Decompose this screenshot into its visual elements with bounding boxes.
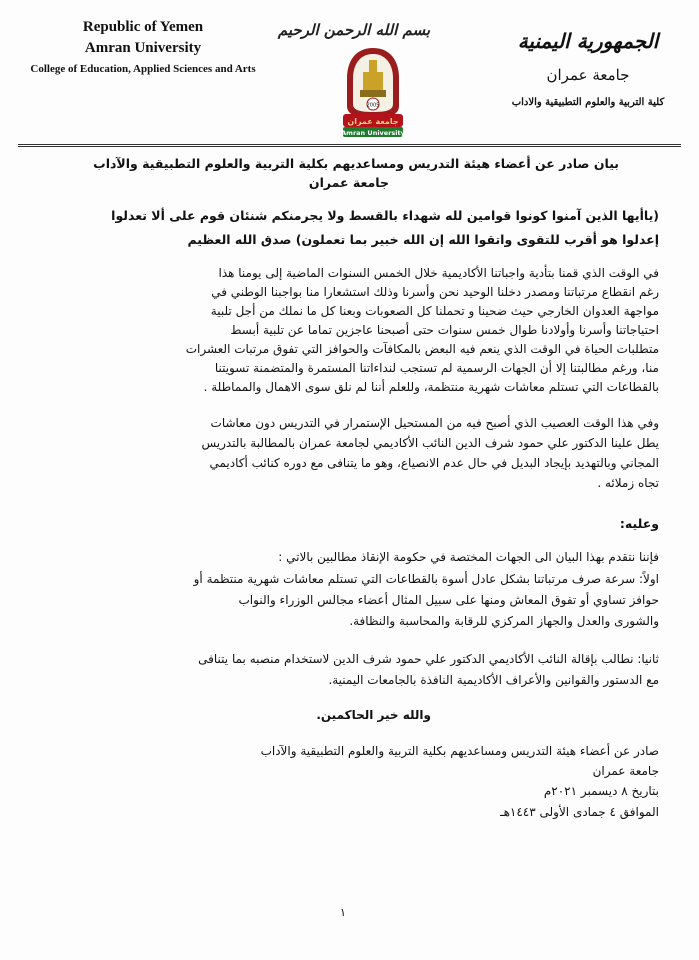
paragraph-line: مواجهة العدوان الخارجي حيث ضحينا و تحملنا كل الصعوبات وبعنا كل ما نملك من أجل تلبية bbox=[210, 304, 659, 318]
paragraph-line: تجاه زملائه . bbox=[597, 476, 659, 490]
logo-year: 2005 bbox=[366, 102, 380, 109]
english-header bbox=[18, 18, 268, 77]
paragraph-line: المجاني وبالتهديد بإيجاد البديل في حال عدم الانصياع، وهو ما يتنافى مع دوره كنائب أكاديمي bbox=[209, 456, 659, 470]
demands-intro: فإننا نتقدم بهذا البيان الى الجهات المختصة في حكومة الإنقاذ مطالبين بالاتي : bbox=[278, 550, 659, 564]
verse-line: (ياأيها الذين آمنوا كونوا قوامين لله شهداء بالقسط ولا يجرمنكم شنئان قوم على ألا تعدلوا bbox=[111, 208, 659, 223]
country-name-ar: الجمهورية اليمنية bbox=[517, 29, 659, 53]
paragraph-line: يطل علينا الدكتور علي حمود شرف الدين النائب الأكاديمي لجامعة عمران بالمطالبة بالتدريس bbox=[201, 436, 659, 450]
signature-date: بتاريخ ٨ ديسمبر ٢٠٢١م bbox=[543, 784, 659, 798]
paragraph-line: احتياجاتنا وأسرنا وأولادنا طوال خمس سنوات حتى أصبحنا عاجزين تماما عن تلبية أبسط bbox=[230, 323, 659, 337]
therefore-heading: وعليه: bbox=[619, 516, 659, 531]
paragraph-line: وفي هذا الوقت العصيب الذي أصبح فيه من المستحيل الإستمرار في التدريس دون معاشات bbox=[210, 416, 659, 430]
university-name-en: Amran University bbox=[84, 40, 202, 56]
university-logo bbox=[325, 44, 421, 140]
arabic-header bbox=[493, 26, 683, 110]
university-name-ar: جامعة عمران bbox=[546, 66, 630, 84]
logo-name-ar: جامعة عمران bbox=[347, 117, 399, 126]
paragraph-line: بالقطاعات التي تستلم معاشات شهرية منتظمة، وللعلم أننا لم نلق سوى الاهمال والمماطلة . bbox=[203, 380, 659, 394]
signature-hijri-date: الموافق ٤ جمادى الأولى ١٤٤٣هـ bbox=[500, 805, 659, 819]
paragraph-line: في الوقت الذي قمنا بتأدية واجباتنا الأكاديمية خلال الخمس السنوات الماضية إلى يومنا هذا bbox=[218, 266, 659, 280]
demand-line: مع الدستور والقوانين والأعراف الأكاديمية النافذة بالجامعات اليمنية. bbox=[328, 673, 659, 687]
paragraph-line: رغم انقطاع مرتباتنا ومصدر دخلنا الوحيد نحن وأسرنا وذلك استشعارا منا بواجبنا الوطني في bbox=[211, 285, 659, 299]
statement-title: بيان صادر عن أعضاء هيئة التدريس ومساعديهم بكلية التربية والعلوم التطبيقية والآداب bbox=[93, 156, 619, 171]
demand-line: حوافز تساوي أو تفوق المعاش ومنها على سبيل المثال أعضاء مجالس الوزراء والنواب bbox=[238, 593, 659, 607]
basmala-calligraphy: بسم الله الرحمن الرحيم bbox=[277, 21, 430, 39]
college-name-ar: كلية التربية والعلوم التطبيقية والاداب bbox=[511, 97, 665, 108]
signature-line: جامعة عمران bbox=[592, 764, 659, 778]
page-number: ١ bbox=[340, 906, 346, 919]
signature-line: صادر عن أعضاء هيئة التدريس ومساعديهم بكلية التربية والعلوم التطبيقية والآداب bbox=[260, 744, 659, 758]
college-name-en: College of Education, Applied Sciences and Arts bbox=[30, 63, 256, 75]
header-divider bbox=[18, 144, 681, 145]
country-name-en: Republic of Yemen bbox=[82, 19, 204, 35]
logo-name-en: Amran University bbox=[341, 129, 405, 137]
paragraph-line: متطلبات الحياة في الوقت الذي ينعم فيه البعض بالمكافآت والحوافز التي تفوق مرتبات العشرات bbox=[185, 342, 659, 356]
university-logo-emblem bbox=[325, 44, 421, 140]
statement-title-university: جامعة عمران bbox=[308, 175, 389, 190]
demand-line: والشورى والعدل والجهاز المركزي للرقابة والمحاسبة والنظافة. bbox=[349, 614, 659, 628]
closing-phrase: والله خير الحاكمين. bbox=[316, 708, 431, 722]
demand-line: ثانيا: نطالب بإقالة النائب الأكاديمي الدكتور علي حمود شرف الدين لاستخدام منصبه بما يتنافى bbox=[198, 652, 659, 666]
verse-line: إعدلوا هو أقرب للتقوى واتقوا الله إن الله خبير بما تعملون) صدق الله العظيم bbox=[187, 232, 659, 247]
header-divider-second bbox=[18, 146, 681, 147]
paragraph-line: منا، ورغم مطالبتنا إلا أن الجهات الرسمية لم تستجب لنداءاتنا المستمرة والمتضمنة تسويتنا bbox=[214, 361, 659, 375]
demand-line: اولاً: سرعة صرف مرتباتنا بشكل عادل أسوة بالقطاعات التي تستلم معاشات شهرية منتظمة أو bbox=[193, 572, 659, 586]
